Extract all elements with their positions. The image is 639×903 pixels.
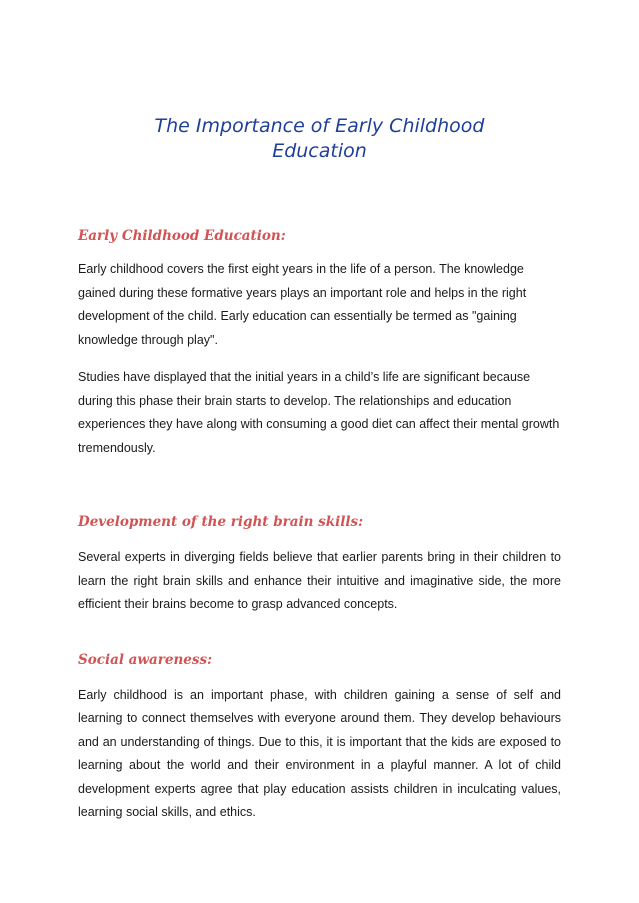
document-title [78, 0, 561, 164]
title-line-2: Education [272, 140, 367, 162]
paragraph-early-childhood-definition: Early childhood covers the first eight years in the life of a person. The knowledge gained during these formative years plays an important role and helps in the right development of the child. Early education can essentially be termed as "gaining knowledge through play". [78, 262, 527, 347]
paragraph-brain-development-studies: Studies have displayed that the initial years in a child’s life are significant because during this phase their brain starts to develop. The relationships and education experiences they have along with consuming a good diet can affect their mental growth tremendously. [78, 370, 560, 455]
paragraph-right-brain-skills: Several experts in diverging fields believe that earlier parents bring in their children to learn the right brain skills and enhance their intuitive and imaginative side, the more efficient their brains become to grasp advanced concepts. [78, 550, 561, 611]
section-heading-early-childhood-education: Early Childhood Education: [78, 228, 286, 244]
section-heading-right-brain-skills: Development of the right brain skills: [78, 514, 364, 530]
title-line-1: The Importance of Early Childhood [154, 115, 485, 137]
section-heading-social-awareness: Social awareness: [78, 651, 213, 668]
paragraph-social-awareness: Early childhood is an important phase, with children gaining a sense of self and learning to connect themselves with everyone around them. They develop behaviours and an understanding of things. Due to this, it is important that the kids are exposed to learning about the world and their environment in a playful manner. A lot of child development experts agree that play education assists children in inculcating values, learning social skills, and ethics. [78, 687, 561, 819]
